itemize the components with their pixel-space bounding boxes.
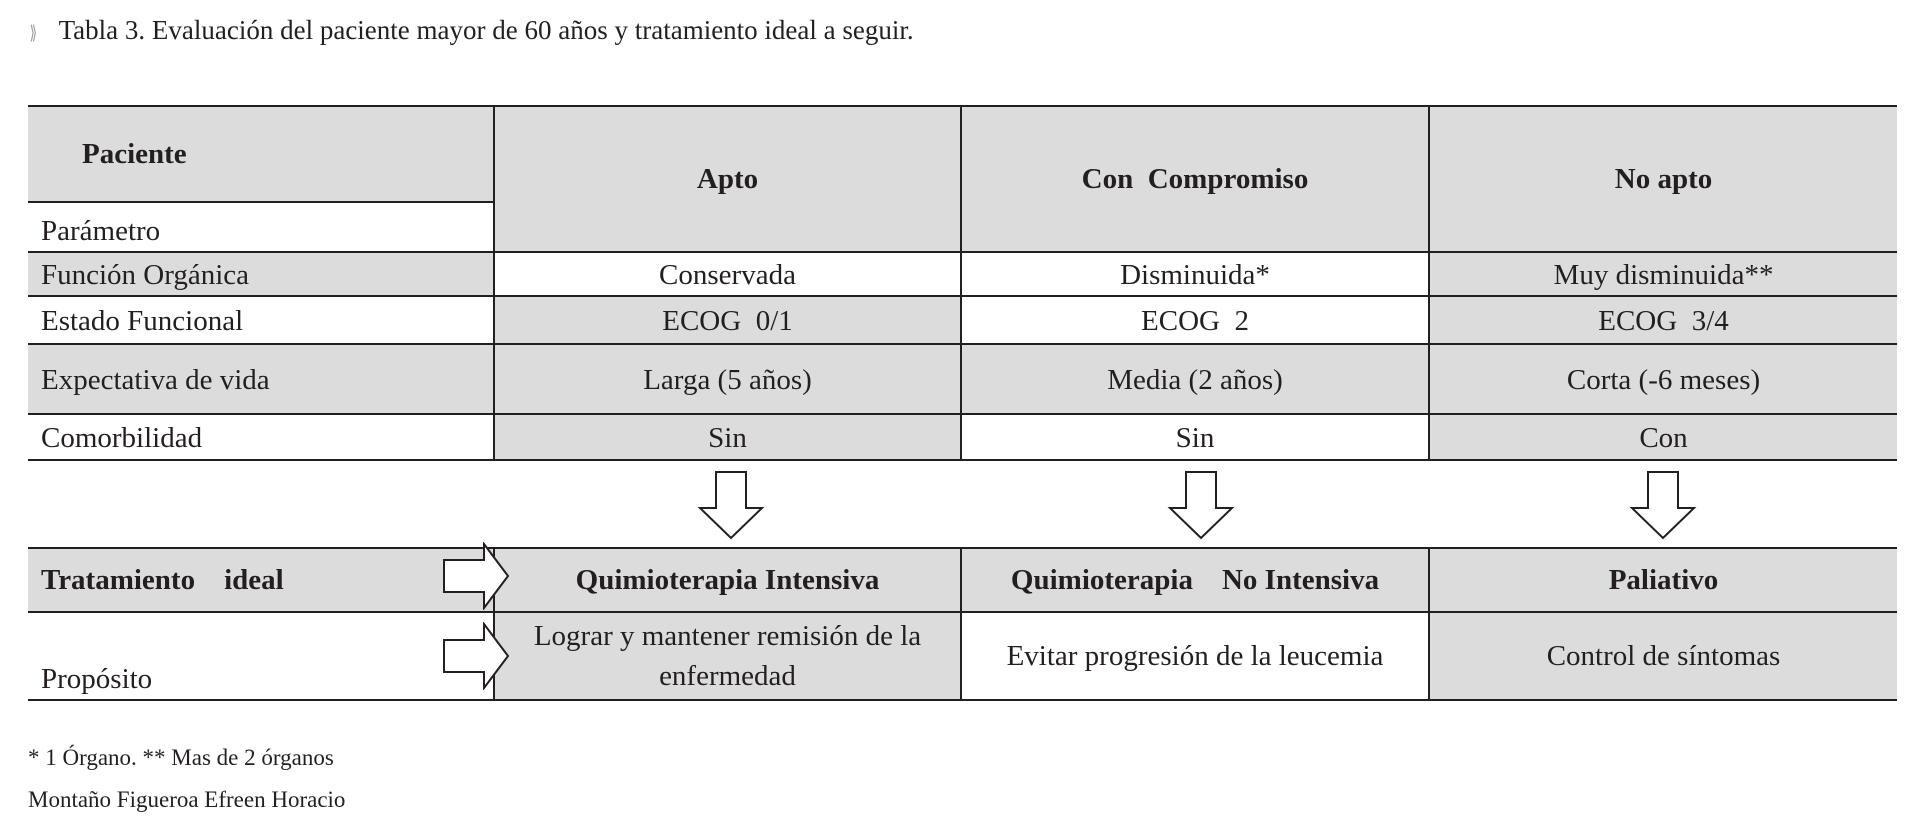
header-paciente: Paciente — [82, 138, 187, 170]
cell-funcion-apto: Conservada — [659, 258, 796, 291]
down-arrow-icon — [1628, 470, 1698, 542]
down-arrow-icon — [696, 470, 766, 542]
row-label-estado: Estado Funcional — [41, 304, 244, 337]
header-no-apto: No apto — [1614, 163, 1713, 195]
cell-estado-no-apto: ECOG 3/4 — [1598, 304, 1729, 337]
cell-expectativa-apto: Larga (5 años) — [643, 363, 812, 396]
cell-proposito-compromiso: Evitar progresión de la leucemia — [1006, 640, 1384, 672]
cell-comorbilidad-no-apto: Con — [1639, 421, 1688, 454]
row-label-comorbilidad: Comorbilidad — [41, 421, 203, 454]
cell-proposito-no-apto: Control de síntomas — [1546, 640, 1781, 672]
footnote-author: Montaño Figueroa Efreen Horacio — [28, 787, 346, 812]
cell-comorbilidad-compromiso: Sin — [1175, 421, 1215, 454]
cell-tratamiento-compromiso: Quimioterapia No Intensiva — [1010, 564, 1380, 596]
cell-estado-compromiso: ECOG 2 — [1141, 304, 1249, 337]
caption-text: Tabla 3. Evaluación del paciente mayor de 60 años y tratamiento ideal a seguir. — [58, 15, 914, 45]
cell-tratamiento-apto: Quimioterapia Intensiva — [575, 564, 880, 596]
header-compromiso: Con Compromiso — [1081, 163, 1309, 195]
table-caption — [28, 10, 914, 54]
cell-tratamiento-no-apto: Paliativo — [1608, 564, 1719, 596]
cell-expectativa-compromiso: Media (2 años) — [1107, 363, 1283, 396]
header-parametro: Parámetro — [41, 215, 161, 247]
cell-proposito-apto: Lograr y mantener remisión de la enfermedad — [533, 620, 922, 692]
row-label-proposito: Propósito — [41, 663, 153, 695]
right-arrow-icon — [442, 542, 510, 610]
cell-comorbilidad-apto: Sin — [708, 421, 747, 454]
rule-bottom — [28, 699, 1897, 701]
cell-funcion-compromiso: Disminuida* — [1120, 258, 1270, 291]
footnote-stars: * 1 Órgano. ** Mas de 2 órganos — [28, 745, 334, 770]
row-label-expectativa: Expectativa de vida — [41, 363, 270, 396]
header-apto: Apto — [696, 163, 759, 195]
cell-expectativa-no-apto: Corta (-6 meses) — [1566, 363, 1761, 396]
right-arrow-icon — [442, 622, 510, 690]
caption-marker-icon: ⟫ — [29, 23, 37, 44]
row-label-tratamiento: Tratamiento ideal — [41, 564, 284, 596]
cell-funcion-no-apto: Muy disminuida** — [1553, 258, 1774, 291]
down-arrow-icon — [1166, 470, 1236, 542]
cell-estado-apto: ECOG 0/1 — [662, 304, 793, 337]
row-label-funcion: Función Orgánica — [41, 258, 250, 291]
